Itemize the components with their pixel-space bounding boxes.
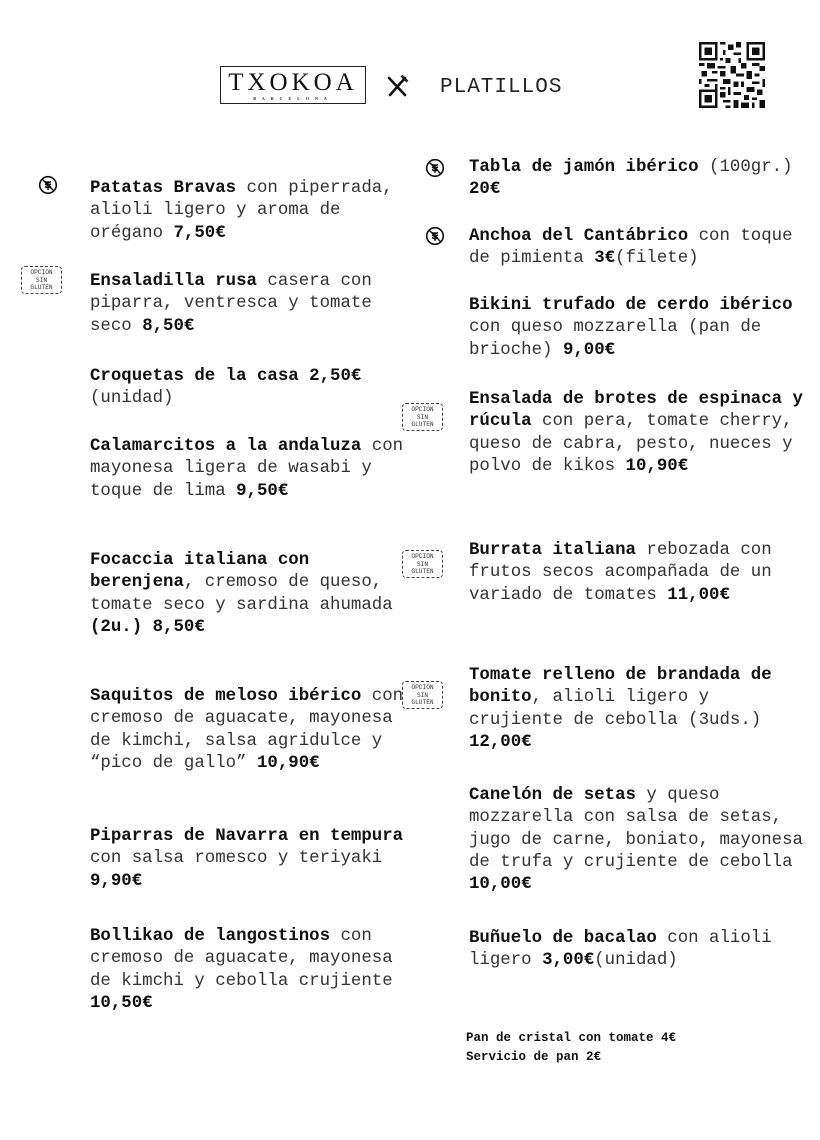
badge-text: GLUTEN bbox=[411, 699, 434, 706]
dish-name: Tomate relleno de brandada de bonito bbox=[469, 666, 772, 708]
dish-description: , cremoso de queso, tomate seco y sardina ahumada bbox=[90, 573, 393, 615]
dish-description: (100gr.) bbox=[698, 158, 793, 177]
dish-price: 9,00€ bbox=[562, 340, 616, 360]
dish-name: Focaccia italiana con berenjena bbox=[90, 551, 310, 593]
dish-price: 3€ bbox=[594, 249, 616, 269]
menu-item bbox=[90, 686, 410, 775]
dish-description: casera con piparra, ventresca y tomate seco bbox=[90, 272, 372, 336]
badge-text: OPCION bbox=[411, 553, 434, 560]
dish-name: Ensalada de brotes de espinaca y rúcula bbox=[469, 390, 803, 432]
logo-subtitle: BARCELONA bbox=[253, 96, 333, 101]
dish-name: Canelón de setas bbox=[469, 786, 636, 805]
menu-item bbox=[90, 178, 410, 245]
logo-text: TXOKOA bbox=[228, 69, 358, 96]
page-title: PLATILLOS bbox=[440, 76, 563, 99]
dish-unit: (unidad) bbox=[90, 389, 174, 409]
dish-description: con salsa romesco y teriyaki bbox=[90, 849, 383, 869]
gluten-free-option-badge bbox=[402, 403, 443, 431]
gluten-free-option-badge bbox=[402, 550, 443, 578]
dish-description bbox=[299, 367, 309, 386]
dish-description: rebozada con frutos secos acompañada de un variado de tomates bbox=[469, 541, 772, 605]
dish-description: con toque de pimienta bbox=[469, 227, 793, 269]
gluten-free-wheat-icon bbox=[425, 158, 445, 178]
dish-name: Calamarcitos a la andaluza bbox=[90, 437, 362, 456]
dish-price: 8,50€ bbox=[142, 316, 195, 336]
dish-name: Croquetas de la casa bbox=[90, 367, 299, 386]
dish-description: , alioli ligero y crujiente de cebolla (3uds.) bbox=[469, 688, 762, 730]
badge-text: SIN bbox=[416, 691, 429, 699]
dish-name: Ensaladilla rusa bbox=[90, 272, 257, 291]
dish-price: 20€ bbox=[469, 180, 501, 200]
dish-quantity: (2u.) bbox=[90, 617, 143, 637]
dish-description: con cremoso de aguacate, mayonesa de kimchi y cebolla crujiente bbox=[90, 927, 393, 991]
gluten-free-wheat-icon bbox=[38, 175, 58, 195]
gluten-free-option-badge bbox=[21, 266, 62, 294]
badge-text: OPCION bbox=[30, 269, 53, 276]
menu-item bbox=[90, 366, 410, 411]
bread-notes bbox=[466, 1029, 676, 1067]
dish-description: y queso mozzarella con salsa de setas, jugo de carne, boniato, mayonesa de trufa y crujiente de cebolla bbox=[469, 786, 803, 872]
bread-tomato-note: Pan de cristal con tomate 4€ bbox=[466, 1031, 677, 1045]
menu-item bbox=[469, 295, 809, 362]
dish-price: 2,50€ bbox=[309, 367, 362, 386]
gluten-free-option-badge bbox=[402, 681, 443, 709]
menu-item bbox=[469, 226, 809, 271]
badge-text: GLUTEN bbox=[411, 421, 434, 428]
dish-price: 7,50€ bbox=[173, 223, 226, 243]
dish-name: Piparras de Navarra en tempura bbox=[90, 827, 404, 846]
dish-price: 10,90€ bbox=[256, 753, 320, 773]
menu-item bbox=[469, 540, 809, 607]
txokoa-logo bbox=[220, 66, 366, 104]
badge-text: GLUTEN bbox=[30, 284, 53, 291]
badge-text: OPCION bbox=[411, 406, 434, 413]
dish-price: 10,90€ bbox=[625, 456, 689, 476]
dish-price: 9,50€ bbox=[236, 481, 289, 501]
fork-knife-icon bbox=[385, 74, 409, 98]
dish-description: con queso mozzarella (pan de brioche) bbox=[469, 318, 762, 360]
dish-price: 10,50€ bbox=[90, 993, 153, 1013]
qr-code[interactable] bbox=[699, 42, 765, 108]
badge-text: SIN bbox=[35, 276, 48, 284]
bread-service-note: Servicio de pan 2€ bbox=[466, 1050, 602, 1064]
menu-item bbox=[469, 665, 809, 754]
dish-price: 8,50€ bbox=[152, 617, 205, 637]
dish-price: 3,00€ bbox=[542, 951, 595, 971]
dish-description: con piperrada, alioli ligero y aroma de orégano bbox=[90, 179, 393, 243]
dish-name: Patatas Bravas bbox=[90, 179, 237, 198]
dish-description: con pera, tomate cherry, queso de cabra, pesto, nueces y polvo de kikos bbox=[469, 412, 793, 476]
dish-description: con alioli ligero bbox=[469, 929, 772, 971]
dish-unit: (filete) bbox=[615, 249, 699, 269]
badge-text: GLUTEN bbox=[411, 568, 434, 575]
menu-item bbox=[469, 928, 809, 973]
badge-text: SIN bbox=[416, 560, 429, 568]
menu-header bbox=[0, 0, 820, 130]
menu-item bbox=[469, 157, 809, 202]
dish-price: 10,00€ bbox=[469, 875, 532, 895]
dish-name: Burrata italiana bbox=[469, 541, 636, 560]
dish-name: Anchoa del Cantábrico bbox=[469, 227, 689, 246]
dish-name: Bollikao de langostinos bbox=[90, 927, 331, 946]
dish-price: 12,00€ bbox=[469, 732, 532, 752]
menu-item bbox=[90, 926, 410, 1015]
dish-description: con cremoso de aguacate, mayonesa de kimchi, salsa agridulce y “pico de gallo” bbox=[90, 687, 404, 773]
dish-name: Bikini trufado de cerdo ibérico bbox=[469, 296, 793, 315]
dish-description: con mayonesa ligera de wasabi y toque de lima bbox=[90, 437, 404, 501]
dish-unit: (unidad) bbox=[594, 951, 678, 971]
badge-text: OPCION bbox=[411, 684, 434, 691]
menu-item bbox=[90, 436, 410, 503]
menu-item bbox=[90, 826, 410, 893]
badge-text: SIN bbox=[416, 413, 429, 421]
dish-name: Tabla de jamón ibérico bbox=[469, 158, 699, 177]
dish-price: 9,90€ bbox=[90, 871, 143, 891]
dish-name: Buñuelo de bacalao bbox=[469, 929, 657, 948]
menu-item bbox=[90, 271, 410, 338]
dish-name: Saquitos de meloso ibérico bbox=[90, 687, 362, 706]
menu-item bbox=[90, 550, 410, 639]
gluten-free-wheat-icon bbox=[425, 226, 445, 246]
menu-item bbox=[469, 785, 809, 896]
menu-item bbox=[469, 389, 809, 478]
dish-price: 11,00€ bbox=[667, 585, 730, 605]
